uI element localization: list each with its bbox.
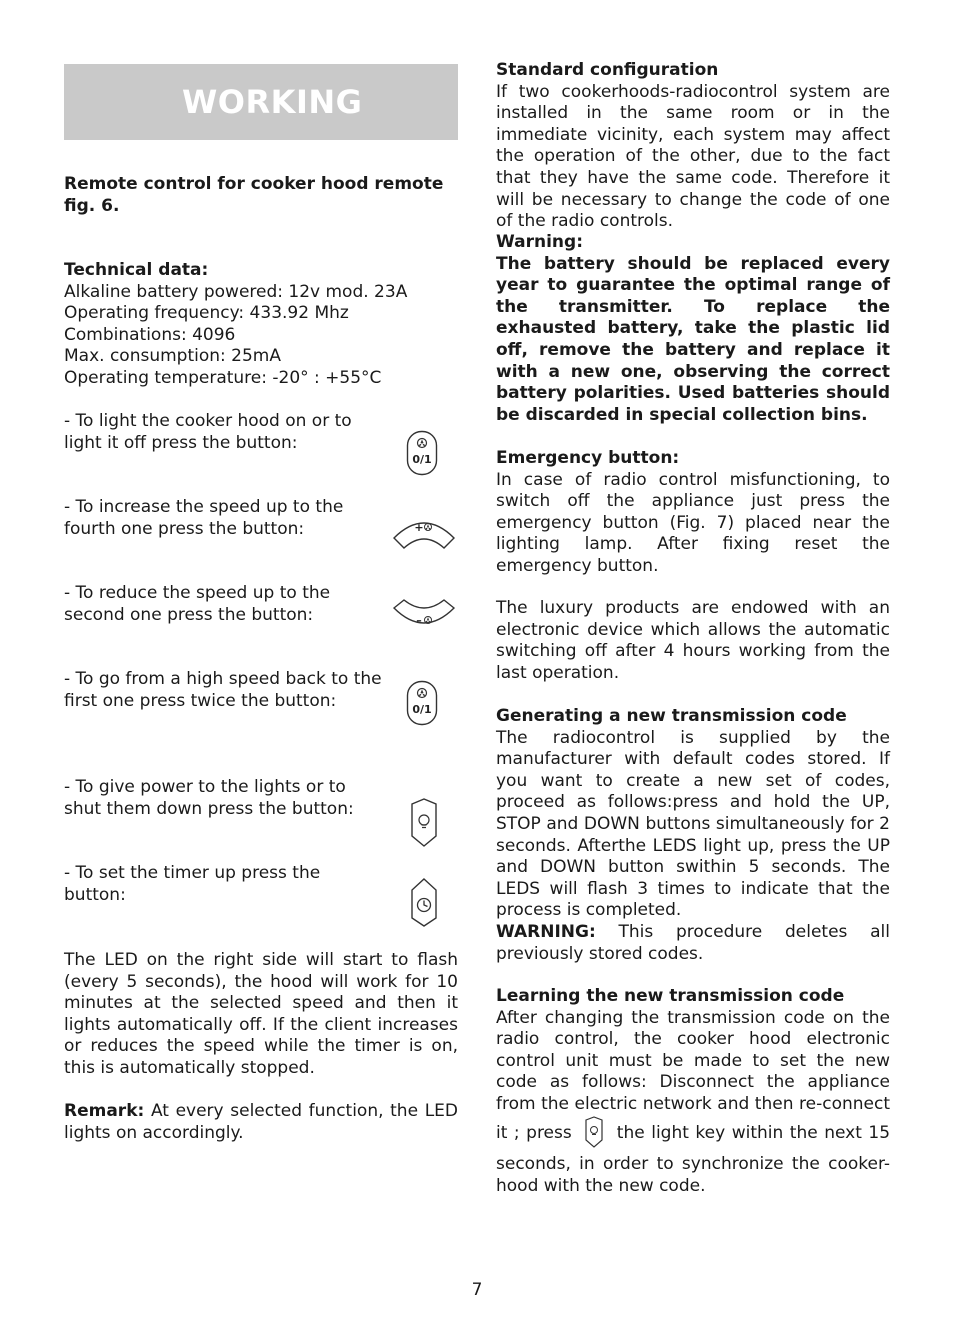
timer-clock-button-icon: [410, 878, 438, 935]
tech-line: Combinations: 4096: [64, 324, 236, 345]
technical-data: [64, 260, 458, 390]
remote-subtitle: Remote control for cooker hood remote fig. 6.: [64, 174, 444, 216]
learn-heading: Learning the new transmission code: [496, 986, 845, 1006]
tech-heading: Technical data:: [64, 260, 209, 280]
gen-heading: Generating a new transmission code: [496, 706, 847, 726]
section-title: WORKING: [182, 83, 363, 121]
instruction-speed-down: - To reduce the speed up to the second one press the button:: [64, 583, 331, 625]
instruction-lights: - To give power to the lights or to shut them down press the button:: [64, 777, 354, 819]
instruction-speed-up: - To increase the speed up to the fourth one press the button:: [64, 497, 344, 539]
std-heading: Standard configuration: [496, 60, 719, 80]
tech-line: Operating temperature: -20° : +55°C: [64, 367, 382, 388]
page-number: 7: [471, 1280, 483, 1300]
remark-paragraph: [64, 1101, 458, 1144]
remark-text: At every selected function, the LED lights on accordingly.: [64, 1101, 458, 1143]
light-key-inline-icon: [584, 1116, 604, 1155]
learn-text: [496, 1008, 890, 1198]
gen-text: The radiocontrol is supplied by the manufacturer with default codes stored. If you want to create a new set of codes, proceed as follows:press and hold the UP, STOP and DOWN buttons simultaneously for 2 seconds. Afterthe LEDS light up, press the UP and DOWN button swithin 5 seconds. The LEDS will flash 3 times to indicate that the process is completed.: [496, 727, 890, 921]
emergency-text: In case of radio control misfunctioning, to switch off the appliance just press the emergency button (Fig. 7) placed near the lighting lamp. After fixing reset the emergency button.: [496, 469, 890, 576]
warning-heading: Warning:: [496, 232, 584, 252]
instruction-power: - To light the cooker hood on or to light it off press the button:: [64, 411, 352, 453]
learn-text-part-a: After changing the transmission code on the radio control, the cooker hood electronic control unit must be made to set the new code as follows: Disconnect the appliance from the electric network and then re-connect it ; press: [496, 1007, 890, 1143]
speed-down-button-icon: [392, 598, 456, 641]
led-paragraph: The LED on the right side will start to flash (every 5 seconds), the hood will work for 10 minutes at the selected speed and then it lights automatically off. If the client increases or reduces the speed while the timer is on, this is automatically stopped.: [64, 950, 458, 1078]
instruction-high-to-first: - To go from a high speed back to the first one press twice the button:: [64, 669, 382, 711]
left-column: [64, 64, 458, 1143]
emergency-heading: Emergency button:: [496, 448, 680, 468]
tech-line: Operating frequency: 433.92 Mhz: [64, 303, 349, 324]
emergency-section: [496, 448, 890, 578]
gen-warning-text: This procedure deletes all previously stored codes.: [496, 921, 890, 964]
power-button-label: 0/1: [412, 453, 432, 466]
tech-line: Alkaline battery powered: 12v mod. 23A: [64, 281, 408, 302]
tech-line: Max. consumption: 25mA: [64, 346, 281, 367]
speed-down-label: –: [416, 614, 422, 627]
power-0-1-button-icon: [406, 680, 438, 733]
learn-text-part-b: the light key within the next 15 seconds, in order to synchronize the cooker-hood with the new code.: [496, 1122, 891, 1196]
std-text: If two cookerhoods-radiocontrol system are installed in the same room or in the immediate vicinity, each system may affect the operation of the other, due to the fact that they have the same code. Therefore it will be necessary to change the code of one of the radio controls.: [496, 81, 890, 232]
warning-text: The battery should be replaced every year to guarantee the optimal range of the transmitter. To replace the exhausted battery, take the plastic lid off, remove the battery and replace it with a new one, observing the correct battery polarities. Used batteries should be discarded in special collection bins.: [496, 253, 890, 425]
power-0-1-button-icon: [406, 430, 438, 483]
learning-code-section: [496, 986, 890, 1197]
luxury-paragraph: The luxury products are endowed with an electronic device which allows the automatic switching off after 4 hours working from the last operation.: [496, 598, 890, 683]
power-button-label: 0/1: [412, 703, 432, 716]
light-bulb-button-icon: [410, 798, 438, 855]
warning-section: [496, 232, 890, 426]
generating-code-section: [496, 706, 890, 965]
gen-warning: [496, 922, 890, 965]
speed-up-button-icon: [392, 514, 456, 557]
speed-up-label: +: [414, 521, 424, 534]
instruction-timer: - To set the timer up press the button:: [64, 863, 321, 905]
section-banner: [64, 64, 458, 140]
remark-label: Remark:: [64, 1101, 145, 1121]
gen-warning-label: WARNING:: [496, 921, 596, 942]
standard-configuration: [496, 60, 890, 233]
